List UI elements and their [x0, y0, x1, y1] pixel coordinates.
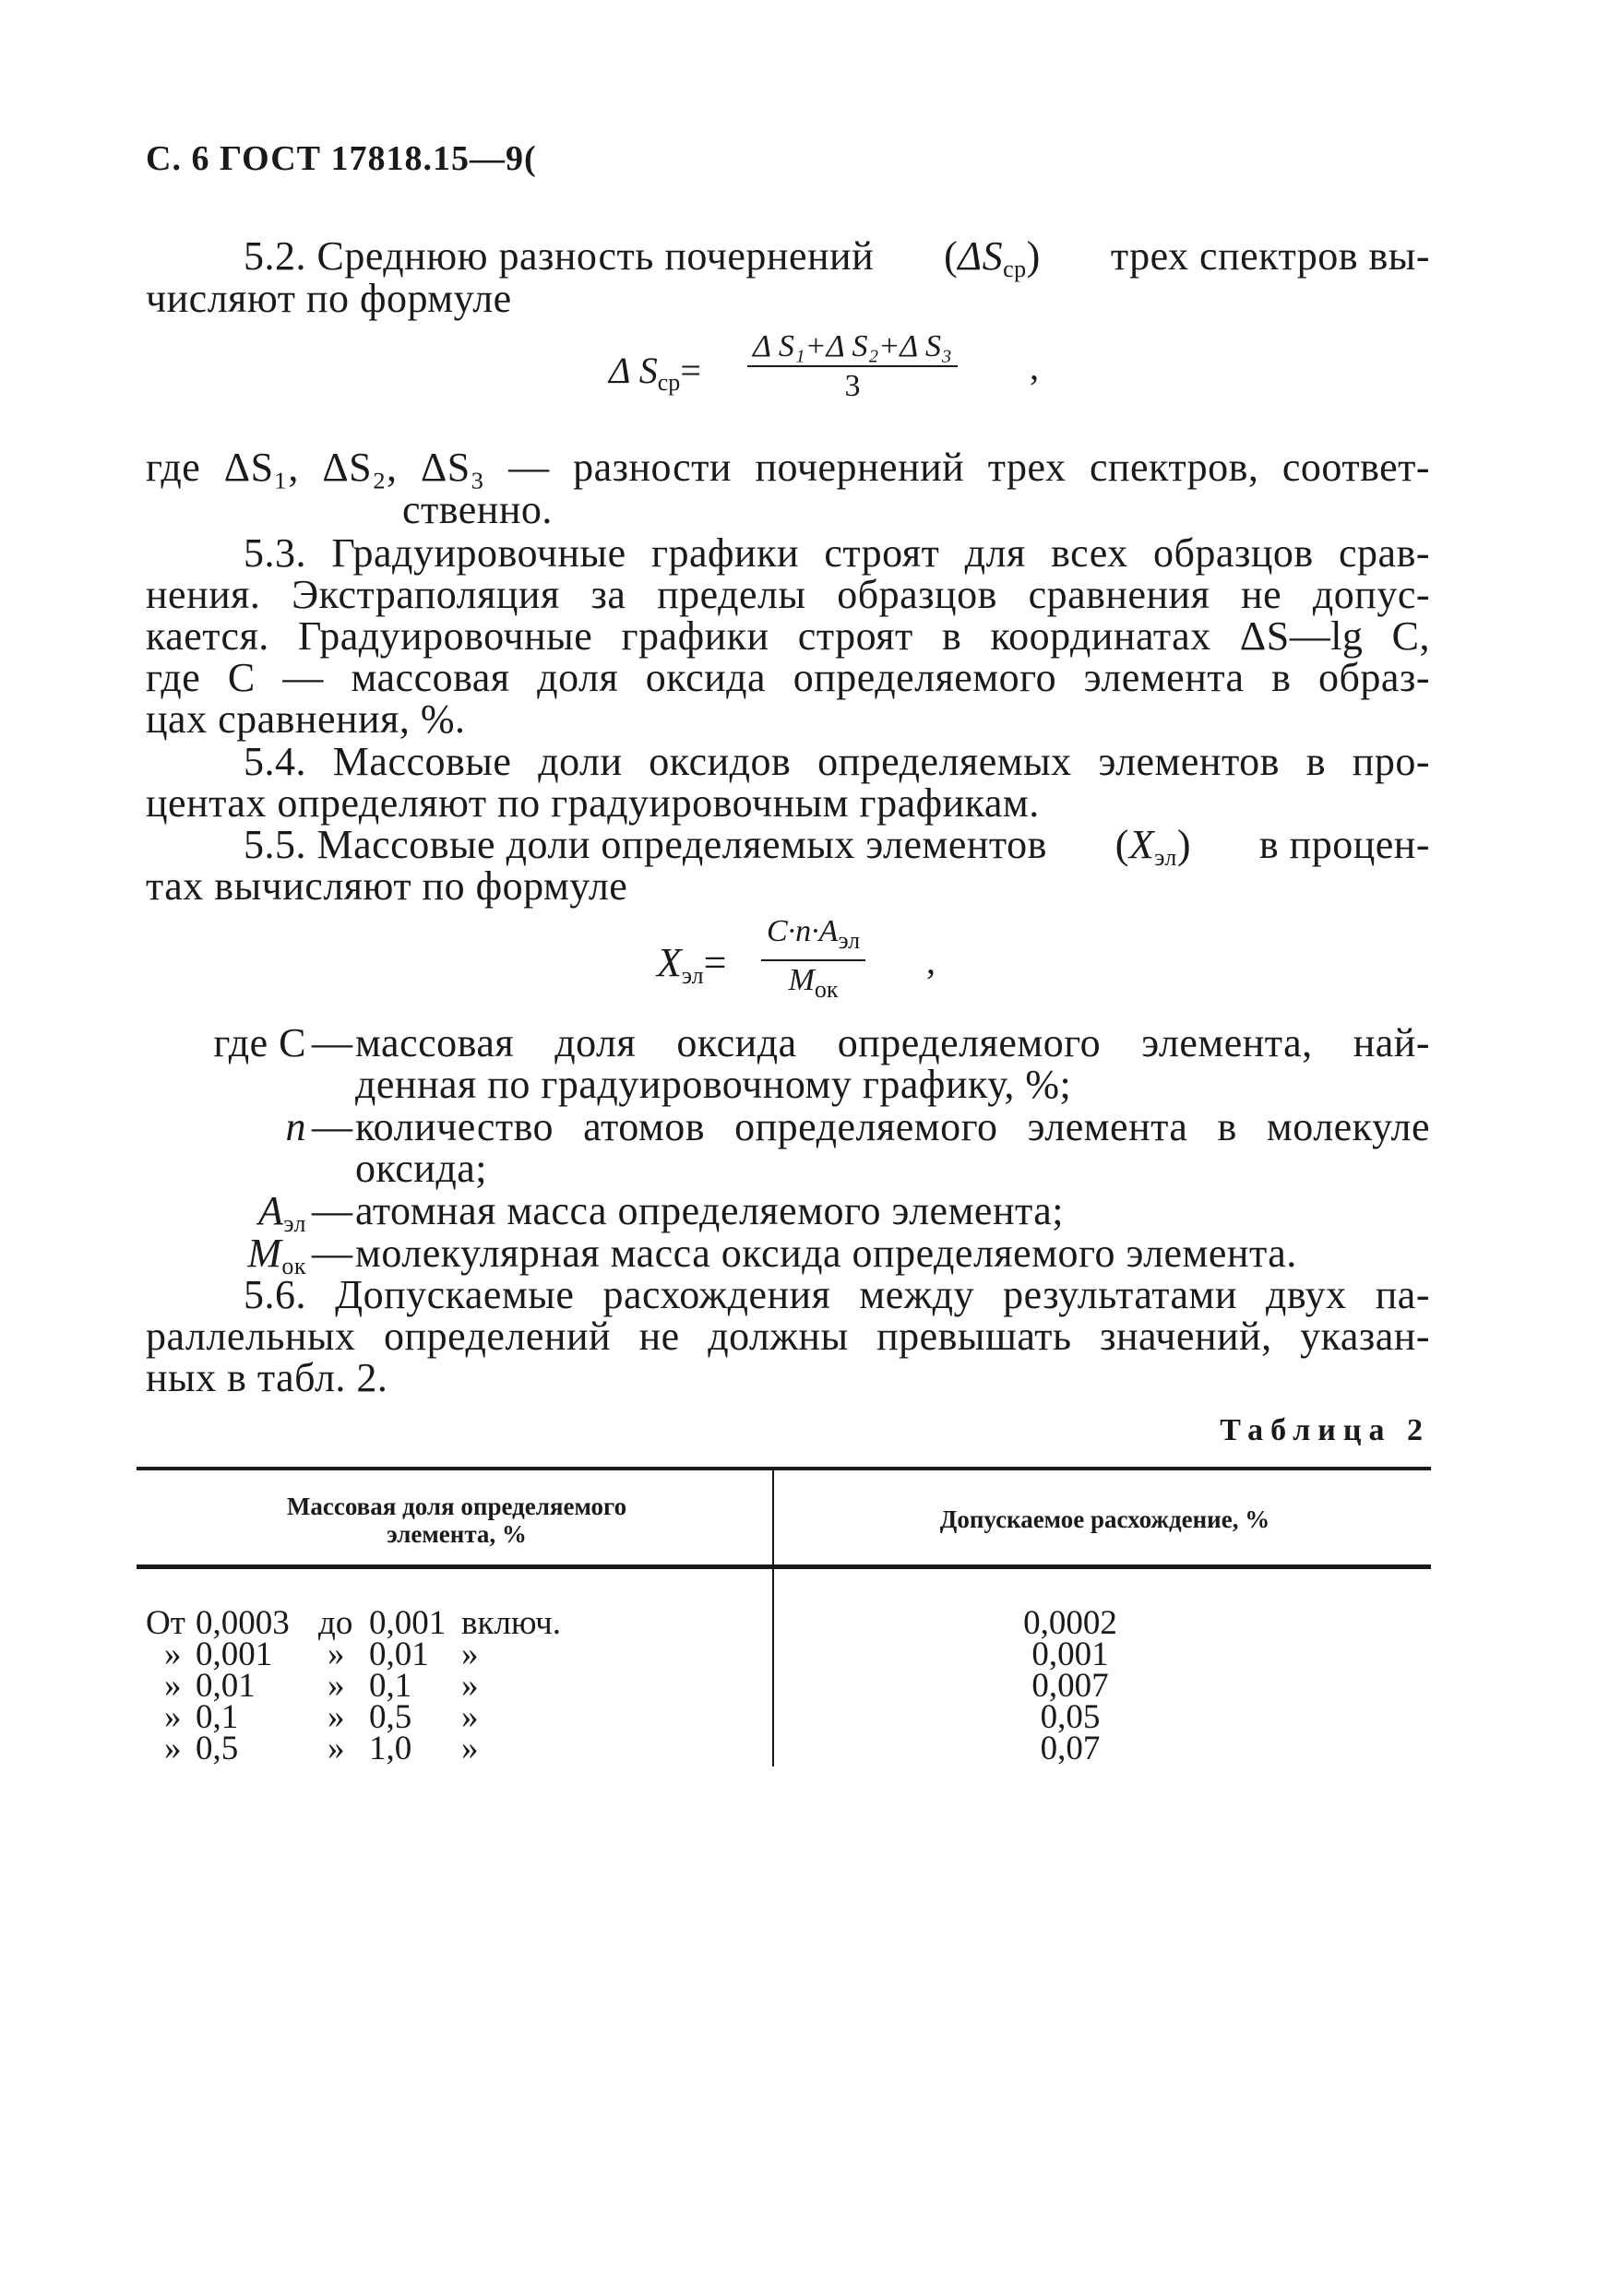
formula-1-comma: , [1030, 346, 1039, 387]
table-cell-value: 0,001 [1031, 1636, 1109, 1673]
table-column-divider [772, 1467, 774, 1767]
where-2-text-n2: оксида; [355, 1146, 487, 1191]
table-cell-post: » [461, 1636, 479, 1673]
paragraph-5-5-line-2: тах вычисляют по формуле [146, 863, 628, 909]
a-subscript: эл [283, 1210, 306, 1237]
formula-1-eq: = [680, 350, 701, 391]
formula-2-lhs [657, 939, 726, 990]
p54-line-1: 5.4. Массовые доли оксидов определяемых элементов в про- [244, 739, 1430, 784]
table-cell-to: 1,0 [369, 1730, 412, 1767]
p54-line-2: центах определяют по градуировочным графикам. [146, 780, 1040, 826]
formula-2-comma: , [926, 940, 936, 981]
table-cell-from: 0,0003 [196, 1604, 290, 1642]
m-subscript: ок [281, 1253, 306, 1279]
formula-2-fraction [761, 913, 865, 1009]
table-cell-post: » [461, 1667, 479, 1705]
table-header-allowed-deviation: Допускаемое расхождение, % [939, 1505, 1270, 1533]
table-cell-to: 0,1 [369, 1667, 412, 1705]
m-symbol: M [247, 1231, 282, 1276]
where-2-text-m: молекулярная масса оксида определяемого элемента. [355, 1231, 1297, 1276]
formula-2-numerator-sub: эл [838, 927, 861, 954]
where-2-dash-a: — [312, 1188, 353, 1233]
where-1-line-2: ственно. [402, 487, 553, 532]
p52-left: 5.2. Среднюю разность почернений [244, 233, 875, 279]
p53-line-3: кается. Градуировочные графики строят в координатах ΔS—lg C, [146, 613, 1430, 659]
table-header-rule [137, 1564, 1431, 1569]
table-cell-from: 0,1 [196, 1698, 239, 1736]
table-header-mass-fraction [148, 1493, 766, 1548]
where-2-text-a: атомная масса определяемого элемента; [355, 1188, 1065, 1233]
formula-1-numerator: Δ S₁+Δ S₂+Δ S₃ [753, 329, 952, 363]
p53-line-2: нения. Экстраполяция за пределы образцов сравнения не допус- [146, 572, 1430, 617]
where-1-line-1: где ΔS₁, ΔS₂, ΔS₃ — разности почернений трех спектров, соответ- [146, 445, 1430, 490]
x-el-symbol: X [1128, 822, 1155, 867]
p56-line-1: 5.6. Допускаемые расхождения между результатами двух па- [244, 1272, 1430, 1317]
formula-2-lhs-symbol: X [657, 940, 682, 985]
table-cell-mid: до [318, 1604, 353, 1642]
table-cell-value: 0,07 [1040, 1730, 1101, 1767]
formula-2-numerator-text: C·n·A [767, 914, 839, 948]
table-caption: Таблица 2 [1220, 1413, 1430, 1447]
formula-1-fraction [747, 328, 958, 406]
table-cell-pre: » [164, 1667, 182, 1705]
p55-symbol: $(X_{эл})$ [1114, 822, 1192, 871]
p56-line-2: раллельных определений не должны превышать значений, указан- [146, 1314, 1430, 1359]
formula-2-eq: = [703, 940, 727, 985]
table-top-rule [137, 1467, 1431, 1470]
paragraph-5-2-line-2: числяют по формуле [146, 276, 512, 321]
a-symbol: A [257, 1188, 284, 1233]
p56-line-3: ных в табл. 2. [146, 1355, 388, 1400]
formula-1-lhs-sub: ср [657, 369, 681, 396]
where-2-dash-n: — [312, 1104, 353, 1149]
where-2-text-c2: денная по градуировочному графику, %; [355, 1062, 1072, 1107]
p52-symbol: $(\Delta S_{ср})$ [944, 233, 1041, 282]
formula-2-denominator-sub: ок [814, 976, 839, 1003]
formula-1-lhs-symbol: Δ S [609, 350, 658, 391]
p52-right: трех спектров вы- [1110, 233, 1430, 279]
formula-2-numerator [761, 913, 865, 959]
table-cell-to: 0,5 [369, 1698, 412, 1736]
table-cell-pre: » [164, 1698, 182, 1736]
where-2-text-c: массовая доля оксида определяемого элемента, най- [355, 1020, 1430, 1065]
p53-line-1: 5.3. Градуировочные графики строят для всех образцов срав- [244, 530, 1430, 576]
table-cell-value: 0,0002 [1023, 1604, 1117, 1642]
table-cell-from: 0,5 [196, 1730, 239, 1767]
formula-2-denominator-text: M [788, 963, 815, 997]
where-2-sym-n: n [285, 1104, 306, 1149]
x-el-subscript: эл [1154, 844, 1177, 871]
table-header-mass-fraction-text: Массовая доля определяемого элемента, % [286, 1493, 627, 1548]
table-cell-post: » [461, 1698, 479, 1736]
table-cell-mid: » [328, 1698, 345, 1736]
where-2-sym-c: где C [213, 1020, 306, 1065]
table-cell-post: » [461, 1730, 479, 1767]
where-2-dash-m: — [312, 1231, 353, 1276]
table-cell-to: 0,001 [369, 1604, 447, 1642]
table-cell-value: 0,05 [1040, 1698, 1101, 1736]
table-cell-mid: » [328, 1636, 345, 1673]
table-cell-from: 0,001 [196, 1636, 273, 1673]
formula-2-lhs-sub: эл [681, 962, 704, 989]
p55-left: 5.5. Массовые доли определяемых элементов [244, 822, 1047, 867]
p55-right: в процен- [1258, 822, 1430, 867]
where-2-dash-c: — [312, 1020, 353, 1065]
table-cell-pre: » [164, 1636, 182, 1673]
table-cell-post: включ. [461, 1604, 562, 1642]
table-cell-pre: От [146, 1604, 185, 1642]
where-2-text-n: количество атомов определяемого элемента в молекуле [355, 1104, 1430, 1149]
table-cell-from: 0,01 [196, 1667, 256, 1705]
table-cell-value: 0,007 [1031, 1667, 1109, 1705]
formula-1-denominator: 3 [844, 369, 861, 403]
p53-line-5: цах сравнения, %. [146, 696, 466, 742]
formula-2-denominator [783, 961, 844, 1009]
table-cell-mid: » [328, 1730, 345, 1767]
table-cell-mid: » [328, 1667, 345, 1705]
formula-1-lhs [609, 349, 701, 397]
page-header: С. 6 ГОСТ 17818.15—9( [146, 139, 537, 178]
table-cell-pre: » [164, 1730, 182, 1767]
delta-s-symbol: ΔS [958, 233, 1004, 279]
p53-line-4: где C — массовая доля оксида определяемого элемента в образ- [146, 655, 1430, 700]
delta-s-subscript: ср [1003, 256, 1027, 282]
table-cell-to: 0,01 [369, 1636, 429, 1673]
